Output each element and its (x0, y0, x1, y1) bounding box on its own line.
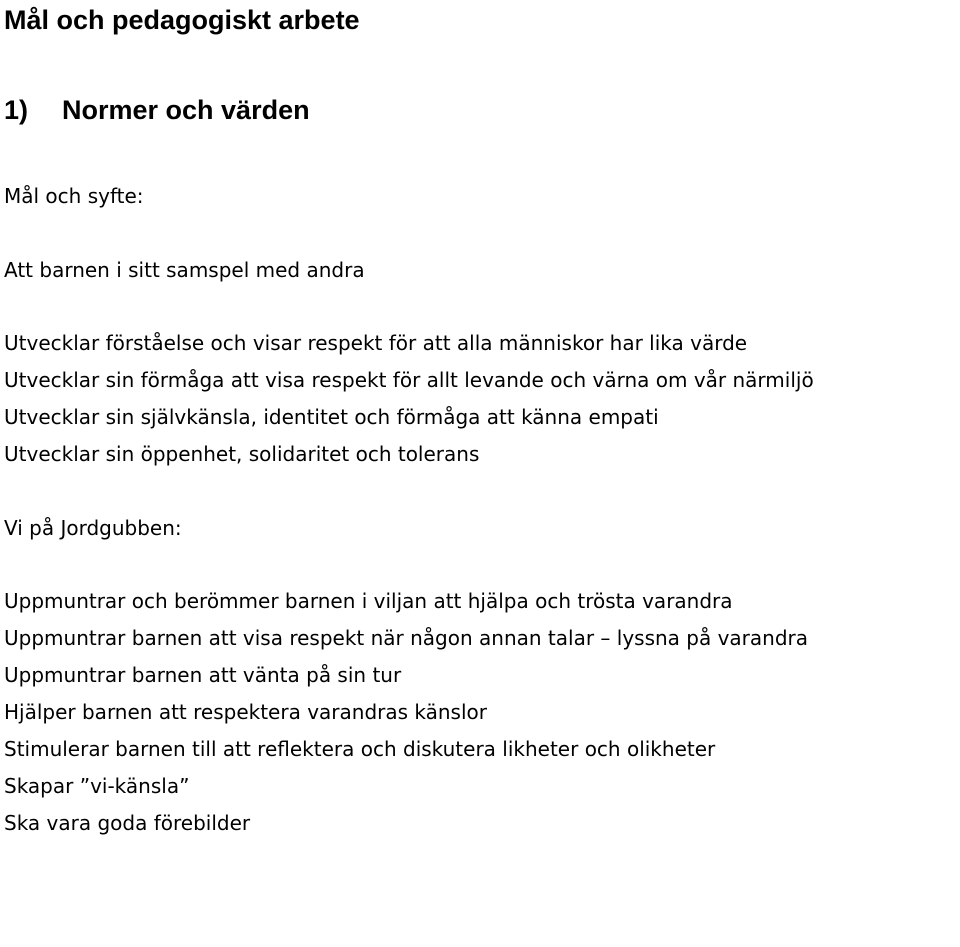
goal-item: Utvecklar sin öppenhet, solidaritet och tolerans (4, 442, 480, 466)
goals-label: Mål och syfte: (4, 184, 144, 208)
action-item: Hjälper barnen att respektera varandras känslor (4, 700, 487, 724)
goals-list (4, 325, 954, 473)
section-title: Normer och värden (62, 95, 310, 125)
action-item: Skapar ”vi-känsla” (4, 774, 190, 798)
action-item: Stimulerar barnen till att reflektera och diskutera likheter och olikheter (4, 737, 716, 761)
section-number: 1) (4, 95, 29, 125)
action-item: Uppmuntrar barnen att vänta på sin tur (4, 663, 402, 687)
action-item: Uppmuntrar barnen att visa respekt när någon annan talar – lyssna på varandra (4, 626, 809, 650)
we-label: Vi på Jordgubben: (4, 516, 182, 540)
section-heading (4, 92, 954, 128)
document-title: Mål och pedagogiskt arbete (4, 5, 360, 35)
action-item: Ska vara goda förebilder (4, 811, 251, 835)
actions-list (4, 583, 954, 842)
goal-item: Utvecklar sin självkänsla, identitet och förmåga att känna empati (4, 405, 659, 429)
document-page (4, 0, 954, 842)
goal-item: Utvecklar förståelse och visar respekt för att alla människor har lika värde (4, 331, 748, 355)
intro-text: Att barnen i sitt samspel med andra (4, 258, 365, 282)
goal-item: Utvecklar sin förmåga att visa respekt för allt levande och värna om vår närmiljö (4, 368, 814, 392)
action-item: Uppmuntrar och berömmer barnen i viljan att hjälpa och trösta varandra (4, 589, 733, 613)
